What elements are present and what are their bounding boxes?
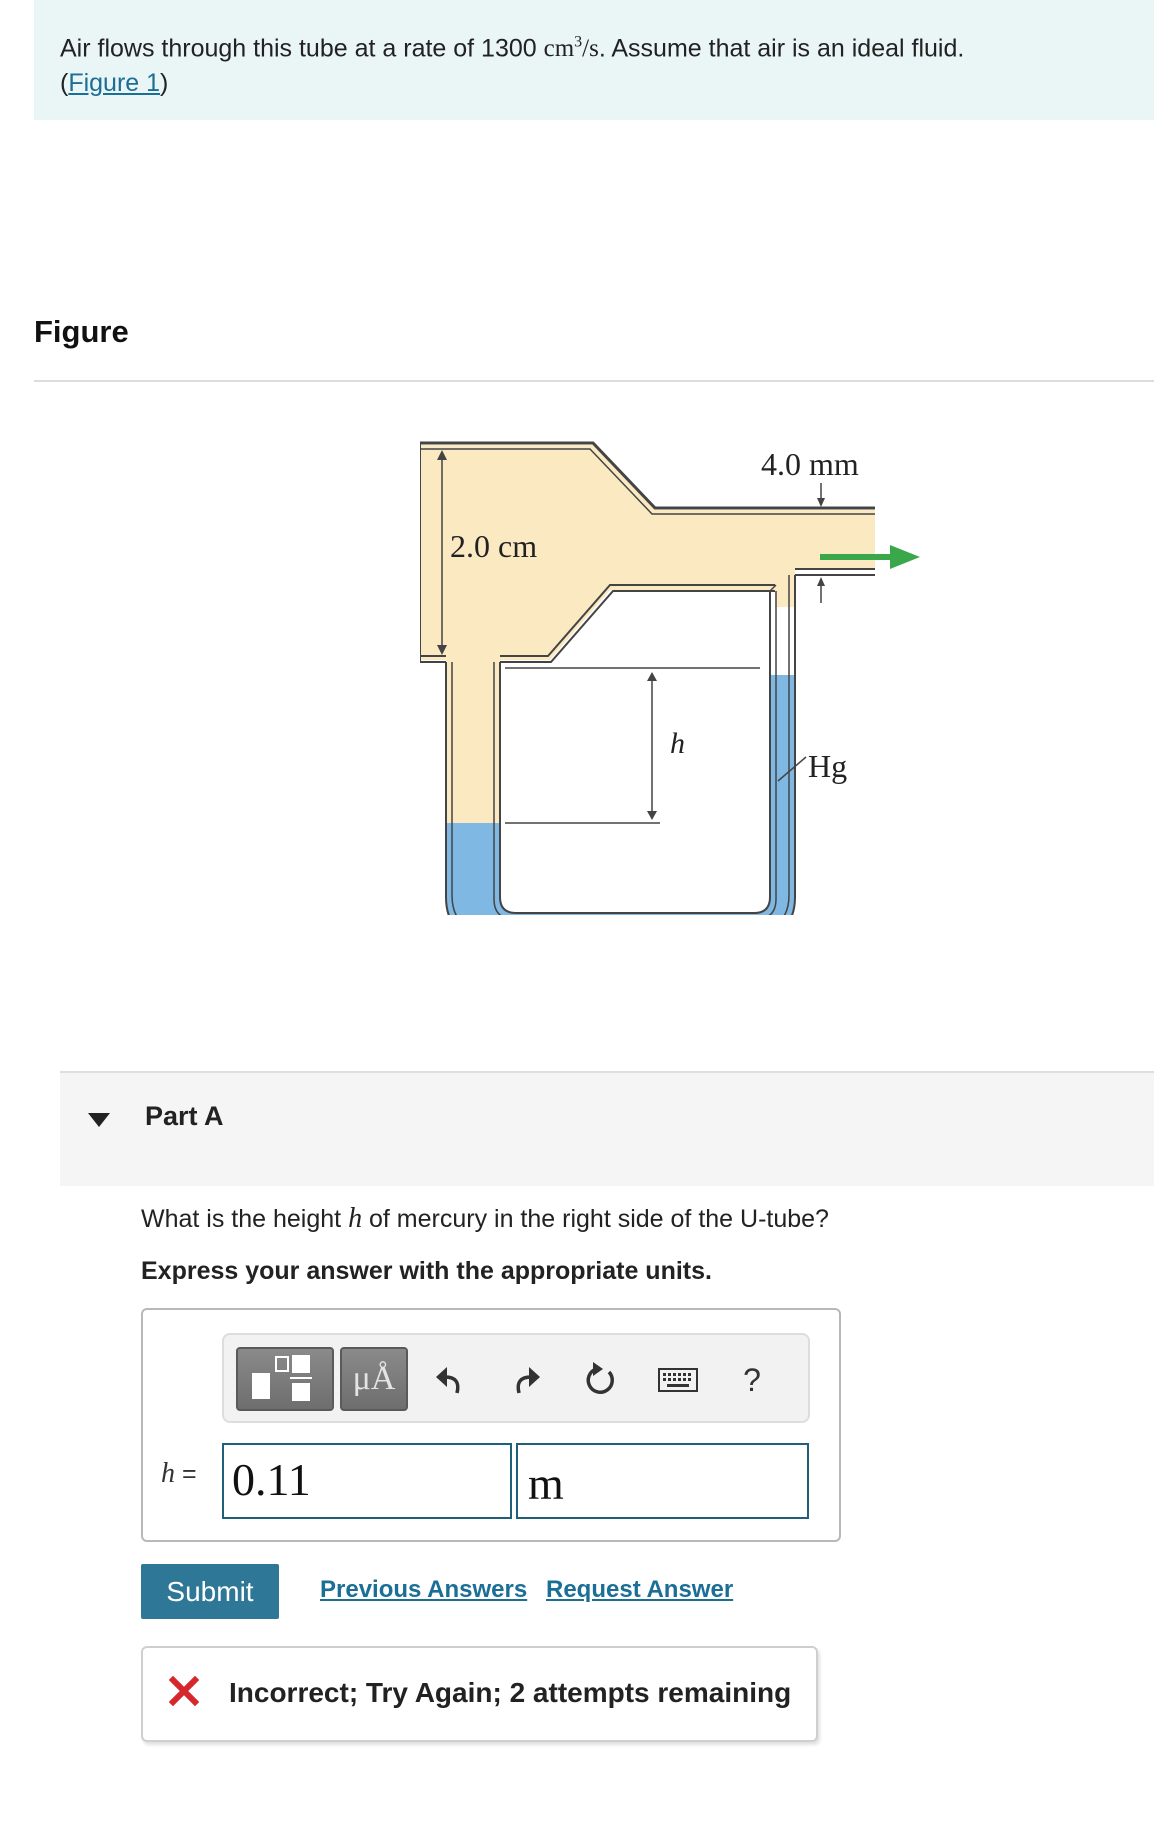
previous-answers-link[interactable]: Previous Answers — [320, 1576, 528, 1603]
templates-icon — [238, 1349, 332, 1409]
problem-statement: Air flows through this tube at a rate of 1300 $cm^3/s$. Assume that air is an ideal fluid. (Figure 1) — [34, 0, 1154, 120]
figure-heading: Figure — [34, 314, 129, 349]
wide-diameter-label: 2.0 cm — [450, 528, 538, 564]
answer-variable-label: h = — [161, 1458, 197, 1489]
feedback-text: Incorrect; Try Again; 2 attempts remaining — [229, 1677, 792, 1708]
submit-button[interactable]: Submit — [141, 1564, 279, 1619]
figure-divider — [34, 380, 1154, 382]
figure-diagram — [420, 435, 940, 915]
mercury-label: Hg — [808, 748, 848, 784]
question-variable: h — [348, 1203, 363, 1234]
part-a-header[interactable] — [60, 1071, 1154, 1186]
height-label: h — [670, 727, 685, 760]
narrow-diameter-label: 4.0 mm — [761, 446, 859, 482]
help-button[interactable]: ? — [743, 1361, 761, 1398]
answer-box — [141, 1308, 841, 1542]
math-toolbar — [222, 1333, 810, 1423]
part-title: Part A — [145, 1101, 224, 1131]
request-answer-link[interactable]: Request Answer — [546, 1576, 734, 1603]
incorrect-x-icon — [169, 1676, 199, 1711]
keyboard-icon[interactable] — [656, 1355, 700, 1405]
answer-instruction: Express your answer with the appropriate units. — [141, 1257, 712, 1285]
rate-unit: $cm^3/s$ — [543, 34, 599, 63]
undo-icon[interactable] — [430, 1355, 470, 1405]
answer-unit-input[interactable]: m — [516, 1443, 809, 1519]
reset-icon[interactable] — [580, 1355, 620, 1405]
units-button[interactable] — [340, 1347, 408, 1411]
question-text: What is the height h of mercury in the right side of the U-tube? — [141, 1203, 829, 1234]
collapse-caret-icon[interactable] — [88, 1113, 110, 1127]
answer-value-input[interactable]: 0.11 — [222, 1443, 512, 1519]
problem-text-suffix: . Assume that air is an ideal fluid. — [598, 34, 965, 63]
venturi-u-tube-diagram — [420, 435, 940, 915]
units-label: μÅ — [352, 1360, 396, 1397]
templates-button[interactable] — [236, 1347, 334, 1411]
redo-icon[interactable] — [506, 1355, 546, 1405]
problem-text-prefix: Air flows through this tube at a rate of 1300 — [60, 34, 544, 63]
figure-1-link[interactable]: Figure 1 — [68, 69, 161, 98]
feedback-box — [141, 1646, 818, 1742]
